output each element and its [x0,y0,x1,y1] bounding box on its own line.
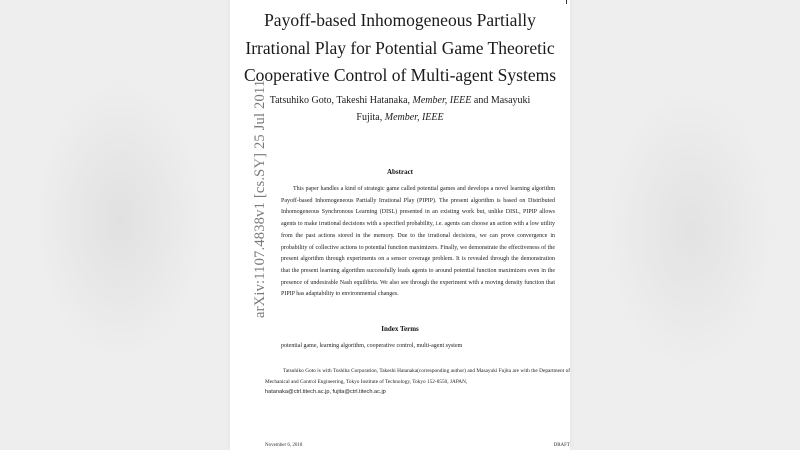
abstract-body [281,184,555,301]
paper-title [230,7,570,90]
title-line-2: Irrational Play for Potential Game Theoretic [245,37,555,58]
author-membership-1: Member, IEEE [412,95,472,106]
author-membership-2: Member, IEEE [384,111,444,123]
author-names-1: Tatsuhiko Goto, Takeshi Hatanaka, [269,95,411,106]
author-line-2 [230,110,570,127]
index-terms: potential game, learning algorithm, cooperative control, multi-agent system [281,343,463,349]
footnote-emails: hatanaka@ctrl.titech.ac.jp, fujita@ctrl.titech.ac.jp [265,389,386,395]
paper-page [230,0,570,450]
title-line-3: Cooperative Control of Multi-agent Systems [243,65,557,85]
abstract-heading: Abstract [386,168,414,176]
footer-date: November 6, 2018 [265,443,303,448]
footnote-text: Tatsuhiko Goto is with Toshiba Corporation, Takeshi Hatanaka(corresponding author) and Masayuki Fujita are with the Department of Mechanical and Control Engineering, Tokyo Institute of Technology, Tokyo 152-8550, JAPAN, [265,368,570,385]
footer-draft: DRAFT [553,443,570,448]
top-rule [566,0,567,4]
author-names-3: Fujita, [356,111,383,123]
author-line-1 [230,93,570,110]
author-footnote [265,366,570,398]
arxiv-stamp: arXiv:1107.4838v1 [cs.SY] 25 Jul 2011 [252,79,268,318]
author-names-2: and Masayuki [473,95,531,106]
author-block [230,93,570,126]
title-line-1: Payoff-based Inhomogeneous Partially [264,10,536,30]
index-terms-heading: Index Terms [381,325,419,333]
abstract-paragraph: This paper handles a kind of strategic game called potential games and develops a novel learning algorithm Payoff-based Inhomogeneous Partially Irrational Play (PIPIP). The present algorithm is based on Distributed Inhomogeneous Synchronous Learning (DISL) presented in an existing work but, unlike DISL, PIPIP allows agents to make irrational decisions with a specified probability, i.e. agents can choose an action with a low utility from the past actions stored in the memory. Due to the irrational decisions, we can prove convergence in probability of collective actions to potential function maximizers. Finally, we demonstrate the effectiveness of the present algorithm through experiments on a sensor coverage problem. It is revealed through the demonstration that the present learning algorithm successfully leads agents to around potential function maximizers even in the presence of undesirable Nash equilibria. We also see through the experiment with a moving density function that PIPIP has adaptability to environmental changes. [281,186,555,298]
